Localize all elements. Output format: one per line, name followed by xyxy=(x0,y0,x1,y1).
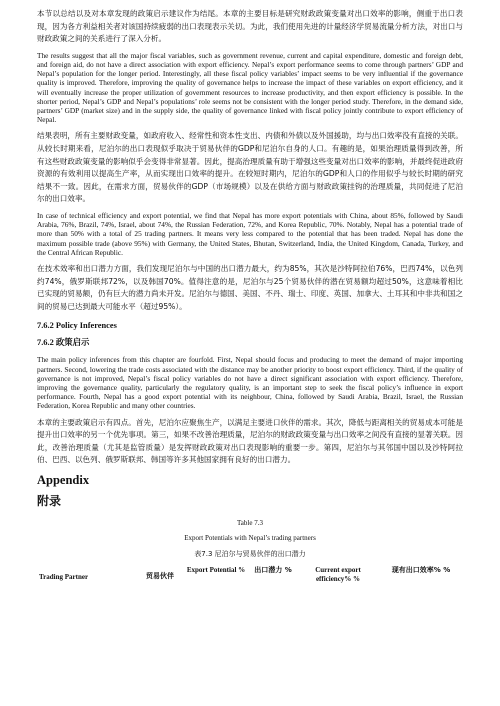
table-caption: Export Potentials with Nepal’s trading partners xyxy=(184,533,316,542)
paragraph-export-potential-zh: 在技术效率和出口潜力方面，我们发现尼泊尔与中国的出口潜力最大，约为85%，其次是沙特阿拉伯76%，巴西74%，以色列约74%，俄罗斯联邦72%，以及韩国70%。值得注意的是，尼泊尔与25个贸易伙伴的潜在贸易额均超过50%，这意味着相比已实现的贸易额，仍有巨大的潜力尚未开发。尼泊尔与德国、美国、不丹、瑞士、印度、英国、加拿大、土耳其和中非共和国之间的贸易已达到最大可能水平（超过95%）。 xyxy=(37,263,463,311)
paragraph-export-potential-en: In case of technical efficiency and export potential, we find that Nepal has more export potentials with China, about 85%, followed by Saudi Arabia, 76%, Brazil, 74%, Israel, about 74%, the Russian Federation, 72%, and Korea Republic, 70%. Notably, Nepal has a potential trade of more than 50% with a total of 25 trading partners. It means very less compared to the potential that has been traded. Nepal has done the maximum possible trade (above 95%) with Germany, the United States, Bhutan, Switzerland, India, the United Kingdom, Canada, Turkey, and the Central African Republic. xyxy=(37,210,463,257)
column-header-export-potential: Export Potential % xyxy=(186,565,246,574)
export-potential-table xyxy=(37,566,463,584)
column-header-trading-partner-zh: 贸易伙伴 xyxy=(146,571,174,580)
table-header-row xyxy=(37,566,463,584)
column-header-current-efficiency: Current export efficiency% % xyxy=(315,565,361,583)
appendix-heading-zh: 附录 xyxy=(37,493,62,508)
section-heading-policy-inferences-zh: 7.6.2 政策启示 xyxy=(37,338,90,348)
section-heading-policy-inferences: 7.6.2 Policy Inferences xyxy=(37,321,117,331)
paragraph-policy-zh: 本章的主要政策启示有四点。首先，尼泊尔应聚焦生产，以满足主要进口伙伴的需求。其次，降低与距离相关的贸易成本可能是提升出口效率的另一个优先事项。第三，如果不改善治理质量，尼泊尔的财政政策变量与出口效率之间没有直接的显著关联。因此，改善治理质量（尤其是监管质量）是发挥财政政策对出口表现影响的重要一步。第四，尼泊尔与其邻国中国以及沙特阿拉伯、巴西、以色列、俄罗斯联邦、韩国等许多其他国家拥有良好的出口潜力。 xyxy=(37,417,463,465)
column-header-current-efficiency-zh: 现有出口效率% % xyxy=(391,565,451,574)
paragraph-policy-en: The main policy inferences from this chapter are fourfold. First, Nepal should focus and producing to meet the demand of major importing partners. Second, lowering the trade costs associated with the distance may be another priority to boost export efficiency. Third, if the quality of governance is not improved, Nepal’s fiscal policy variables do not have a direct significant association with export efficiency. Therefore, improving the governance quality, particularly the regulatory quality, is an important step to seek the fiscal policy’s influence in export performance. Fourth, Nepal has a good export potential with its neighbour, China, followed by Saudi Arabia, Brazil, Israel, the Russian Federation, Korea Republic and many other countries. xyxy=(37,355,463,411)
column-header-export-potential-zh: 出口潜力 % xyxy=(254,565,292,574)
paragraph-results-zh: 结果表明，所有主要财政变量，如政府收入、经常性和资本性支出、内债和外债以及外国援助，均与出口效率没有直接的关联。从较长时期来看，尼泊尔的出口表现似乎取决于贸易伙伴的GDP和尼泊尔自身的人口。有趣的是，如果治理质量得到改善，所有这些财政政策变量的影响似乎会变得非常显著。因此，提高治理质量有助于增强这些变量对出口效率的影响，并最终促进政府资源的有效利用以提高生产率，从而实现出口效率的提升。在较短时期内，尼泊尔的GDP和人口的作用似乎与较长时期的研究结果不一致。因此，在需求方面，贸易伙伴的GDP（市场规模）以及在供给方面与财政政策挂钩的治理质量，共同促进了尼泊尔的出口效率。 xyxy=(37,131,463,204)
table-label: Table 7.3 xyxy=(237,518,263,527)
table-caption-zh: 表7.3 尼泊尔与贸易伙伴的出口潜力 xyxy=(194,549,306,558)
paragraph-results-en: The results suggest that all the major fiscal variables, such as government revenue, current and capital expenditure, domestic and foreign debt, and foreign aid, do not have a direct association with export efficiency. Nepal’s export performance seems to come through partners’ GDP and Nepal’s population for the longer period. Interestingly, all these fiscal policy variables’ impact seems to be very influential if the governance quality is improved. Therefore, improving the quality of governance helps to increase the impact of these variables on export efficiency, and it will eventually increase the proper utilization of government resources to increase productivity, and then export efficiency is possible. In the shorter period, Nepal’s GDP and Nepal’s populations’ role seems not be consistent with the longer period study. Therefore, in the demand side, partners’ GDP (market size) and in the supply side, the quality of governance linked with fiscal policy jointly contribute to export efficiency of Nepal. xyxy=(37,50,463,125)
column-header-trading-partner: Trading Partner xyxy=(39,573,89,582)
paragraph-conclusion-zh: 本节以总结以及对本章发现的政策启示建议作为结尾。本章的主要目标是研究财政政策变量对出口效率的影响，侧重于出口表现，因为各方利益相关者对该国持续疲弱的出口表现表示关切。为此，我们使用先进的计量经济学贸易流量分析方法，对出口与财政政策之间的关系进行了深入分析。 xyxy=(37,9,463,44)
appendix-heading: Appendix xyxy=(37,472,90,487)
